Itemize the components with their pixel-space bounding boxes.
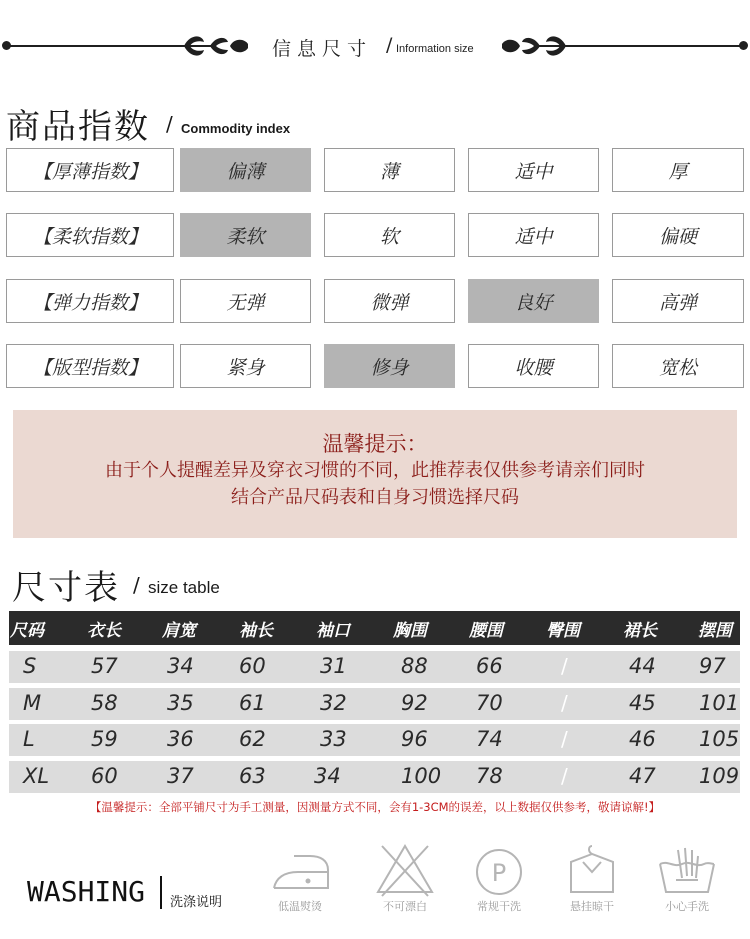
- table-cell: 96: [401, 727, 428, 751]
- washing-divider: [160, 876, 162, 909]
- low-temp-iron-icon: [268, 842, 338, 897]
- table-cell: 70: [476, 691, 503, 715]
- wash-label: 小心手洗: [665, 900, 709, 913]
- table-cell: S: [23, 654, 37, 678]
- index-row-softness: [6, 213, 744, 257]
- table-cell: 88: [401, 654, 428, 678]
- index-option: 偏薄: [180, 148, 311, 192]
- index-option: 修身: [324, 344, 455, 388]
- table-cell: 32: [320, 691, 347, 715]
- table-cell: 34: [167, 654, 194, 678]
- table-cell: 37: [167, 764, 194, 788]
- svg-text:P: P: [491, 859, 507, 887]
- wash-label: 悬挂晾干: [570, 900, 614, 913]
- header-cell: 摆围: [698, 621, 732, 641]
- index-option: 宽松: [612, 344, 744, 388]
- table-cell: 109: [699, 764, 740, 788]
- table-cell: 60: [239, 654, 266, 678]
- index-row-elasticity: [6, 279, 744, 323]
- index-option: 适中: [468, 213, 599, 257]
- index-option: 紧身: [180, 344, 311, 388]
- index-option: 良好: [468, 279, 599, 323]
- info-size-header: [0, 22, 750, 70]
- tip-line-1: 由于个人提醒差异及穿衣习惯的不同，此推荐表仅供参考请亲们同时: [105, 460, 645, 481]
- index-option: 柔软: [180, 213, 311, 257]
- hang-dry-icon: [557, 842, 627, 897]
- table-cell: 78: [476, 764, 503, 788]
- size-table-subtitle: size table: [148, 578, 220, 597]
- flourish-right-icon: [498, 30, 578, 62]
- commodity-index-slash: /: [166, 112, 173, 136]
- commodity-index-subtitle: Commodity index: [181, 121, 291, 136]
- header-subtitle: Information size: [396, 43, 474, 55]
- tip-box: [13, 410, 737, 538]
- table-cell: /: [561, 764, 568, 788]
- table-cell: 74: [476, 727, 503, 751]
- flourish-left-icon: [172, 30, 252, 62]
- index-label: 【弹力指数】: [6, 279, 174, 323]
- table-cell: 105: [699, 727, 740, 751]
- table-cell: M: [23, 691, 42, 715]
- index-option: 收腰: [468, 344, 599, 388]
- size-table-header: [9, 611, 740, 645]
- no-bleach-icon: [370, 842, 440, 897]
- index-option: 厚: [612, 148, 744, 192]
- table-row: [9, 688, 740, 720]
- tip-line-2: 结合产品尺码表和自身习惯选择尺码: [231, 487, 519, 508]
- index-option: 高弹: [612, 279, 744, 323]
- index-row-fit: [6, 344, 744, 388]
- commodity-index-title: 商品指数: [6, 107, 150, 147]
- index-option: 软: [324, 213, 455, 257]
- table-cell: 46: [629, 727, 656, 751]
- table-cell: 35: [167, 691, 194, 715]
- washing-subtitle: 洗涤说明: [170, 895, 223, 910]
- table-cell: L: [23, 727, 35, 751]
- table-row: [9, 724, 740, 756]
- washing-title: WASHING: [27, 875, 146, 908]
- header-slash: /: [386, 34, 393, 56]
- wash-label: 常规干洗: [477, 900, 521, 913]
- table-cell: 47: [629, 764, 656, 788]
- header-cell: 尺码: [10, 621, 44, 641]
- table-cell: 60: [91, 764, 118, 788]
- index-option: 偏硬: [612, 213, 744, 257]
- table-cell: 61: [239, 691, 266, 715]
- table-cell: 92: [401, 691, 428, 715]
- table-cell: 97: [699, 654, 726, 678]
- index-row-thickness: [6, 148, 744, 192]
- size-table-note: 【温馨提示：全部平铺尺寸为手工测量，因测量方式不同，会有1-3CM的误差，以上数据仅供参考，敬请谅解!】: [89, 800, 661, 814]
- table-row: [9, 651, 740, 683]
- table-cell: 59: [91, 727, 118, 751]
- size-table-title: 尺寸表: [12, 568, 120, 608]
- index-option: 适中: [468, 148, 599, 192]
- table-cell: 101: [699, 691, 740, 715]
- header-title: 信息尺寸: [272, 38, 373, 60]
- table-cell: 34: [314, 764, 341, 788]
- table-cell: /: [561, 727, 568, 751]
- ornament-line-left: [8, 45, 176, 47]
- index-label: 【版型指数】: [6, 344, 174, 388]
- table-cell: 100: [401, 764, 442, 788]
- table-cell: 36: [167, 727, 194, 751]
- dry-clean-icon: [464, 842, 534, 897]
- header-cell: 肩宽: [162, 621, 196, 641]
- table-row: [9, 761, 740, 793]
- size-table-slash: /: [133, 573, 140, 597]
- header-cell: 袖口: [316, 621, 350, 641]
- table-cell: /: [561, 654, 568, 678]
- table-cell: 45: [629, 691, 656, 715]
- table-cell: /: [561, 691, 568, 715]
- index-option: 薄: [324, 148, 455, 192]
- table-cell: XL: [23, 764, 50, 788]
- table-cell: 66: [476, 654, 503, 678]
- hand-wash-icon: [652, 842, 722, 897]
- index-option: 微弹: [324, 279, 455, 323]
- header-cell: 衣长: [87, 621, 121, 641]
- table-cell: 33: [320, 727, 347, 751]
- table-cell: 44: [629, 654, 656, 678]
- header-cell: 胸围: [393, 621, 427, 641]
- table-cell: 31: [320, 654, 347, 678]
- tip-title: 温馨提示：: [322, 432, 428, 456]
- index-option: 无弹: [180, 279, 311, 323]
- ornament-dot: [739, 41, 748, 50]
- wash-label: 不可漂白: [383, 900, 427, 913]
- index-label: 【柔软指数】: [6, 213, 174, 257]
- table-cell: 58: [91, 691, 118, 715]
- wash-label: 低温熨烫: [278, 900, 322, 913]
- table-cell: 62: [239, 727, 266, 751]
- table-cell: 63: [239, 764, 266, 788]
- header-cell: 臀围: [546, 621, 580, 641]
- header-cell: 裙长: [623, 621, 657, 641]
- table-cell: 57: [91, 654, 118, 678]
- header-cell: 袖长: [239, 621, 273, 641]
- header-cell: 腰围: [469, 621, 503, 641]
- ornament-line-right: [578, 45, 742, 47]
- index-label: 【厚薄指数】: [6, 148, 174, 192]
